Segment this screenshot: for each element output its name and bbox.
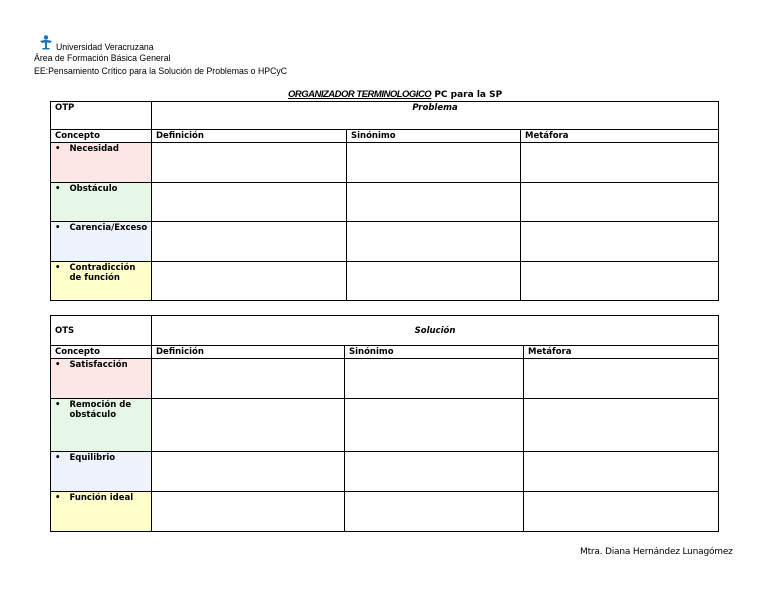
metaphor-cell[interactable] <box>524 452 719 492</box>
concept-label: Necesidad <box>69 144 119 154</box>
synonym-cell[interactable] <box>347 183 521 222</box>
table-heading: Solución <box>152 316 719 346</box>
table-row <box>51 359 719 399</box>
metaphor-cell[interactable] <box>521 183 719 222</box>
bullet-icon: • <box>55 263 61 273</box>
concept-cell <box>51 262 152 301</box>
concept-label: Obstáculo <box>69 184 118 194</box>
column-header: Metáfora <box>521 130 719 143</box>
table-heading: Problema <box>152 102 719 130</box>
concept-label: Función ideal <box>69 493 134 503</box>
bullet-icon: • <box>55 184 61 194</box>
table-row <box>51 492 719 532</box>
author-footer: Mtra. Diana Hernández Lunagómez <box>580 547 733 557</box>
concept-cell <box>51 359 152 399</box>
column-header: Sinónimo <box>347 130 521 143</box>
concept-label: Satisfacción <box>69 360 128 370</box>
metaphor-cell[interactable] <box>524 359 719 399</box>
synonym-cell[interactable] <box>347 143 521 183</box>
definition-cell[interactable] <box>152 399 345 452</box>
metaphor-cell[interactable] <box>521 262 719 301</box>
metaphor-cell[interactable] <box>521 222 719 262</box>
metaphor-cell[interactable] <box>524 399 719 452</box>
definition-cell[interactable] <box>152 262 347 301</box>
table-row <box>51 399 719 452</box>
concept-cell <box>51 492 152 532</box>
concept-label: Equilibrio <box>69 453 116 463</box>
bullet-icon: • <box>55 493 61 503</box>
definition-cell[interactable] <box>152 452 345 492</box>
page-title <box>288 89 502 100</box>
column-header: Concepto <box>51 130 152 143</box>
definition-cell[interactable] <box>152 222 347 262</box>
definition-cell[interactable] <box>152 492 345 532</box>
bullet-icon: • <box>55 144 61 154</box>
bullet-icon: • <box>55 453 61 463</box>
synonym-cell[interactable] <box>345 452 524 492</box>
table-row <box>51 262 719 301</box>
concept-cell <box>51 222 152 262</box>
concept-cell <box>51 183 152 222</box>
synonym-cell[interactable] <box>345 492 524 532</box>
synonym-cell[interactable] <box>347 222 521 262</box>
concept-cell <box>51 399 152 452</box>
metaphor-cell[interactable] <box>524 492 719 532</box>
ee-text: EE:Pensamiento Crítico para la Solución de Problemas o HPCyC <box>34 66 288 77</box>
title-rest: PC para la SP <box>431 90 503 100</box>
bullet-icon: • <box>55 223 61 233</box>
bullet-icon: • <box>55 400 61 410</box>
table-row <box>51 143 719 183</box>
problem-table <box>50 101 719 301</box>
university-name: Universidad Veracruzana <box>56 42 154 53</box>
concept-label: Remoción de obstáculo <box>69 400 132 420</box>
table-row <box>51 183 719 222</box>
concept-label: Contradicción de función <box>69 263 136 283</box>
synonym-cell[interactable] <box>347 262 521 301</box>
title-italic: ORGANIZADOR TERMINOLOGICO <box>288 89 432 100</box>
concept-label: Carencia/Exceso <box>69 223 148 233</box>
table-code: OTS <box>51 316 152 346</box>
column-header: Sinónimo <box>345 346 524 359</box>
column-header: Metáfora <box>524 346 719 359</box>
concept-cell <box>51 143 152 183</box>
bullet-icon: • <box>55 360 61 370</box>
definition-cell[interactable] <box>152 359 345 399</box>
area-text: Área de Formación Básica General <box>34 53 171 64</box>
synonym-cell[interactable] <box>345 359 524 399</box>
synonym-cell[interactable] <box>345 399 524 452</box>
column-header: Definición <box>152 130 347 143</box>
column-header: Definición <box>152 346 345 359</box>
table-row <box>51 222 719 262</box>
table-row <box>51 452 719 492</box>
column-header: Concepto <box>51 346 152 359</box>
concept-cell <box>51 452 152 492</box>
definition-cell[interactable] <box>152 143 347 183</box>
solution-table <box>50 315 719 532</box>
definition-cell[interactable] <box>152 183 347 222</box>
metaphor-cell[interactable] <box>521 143 719 183</box>
table-code: OTP <box>51 102 152 130</box>
university-logo-icon <box>38 34 54 50</box>
